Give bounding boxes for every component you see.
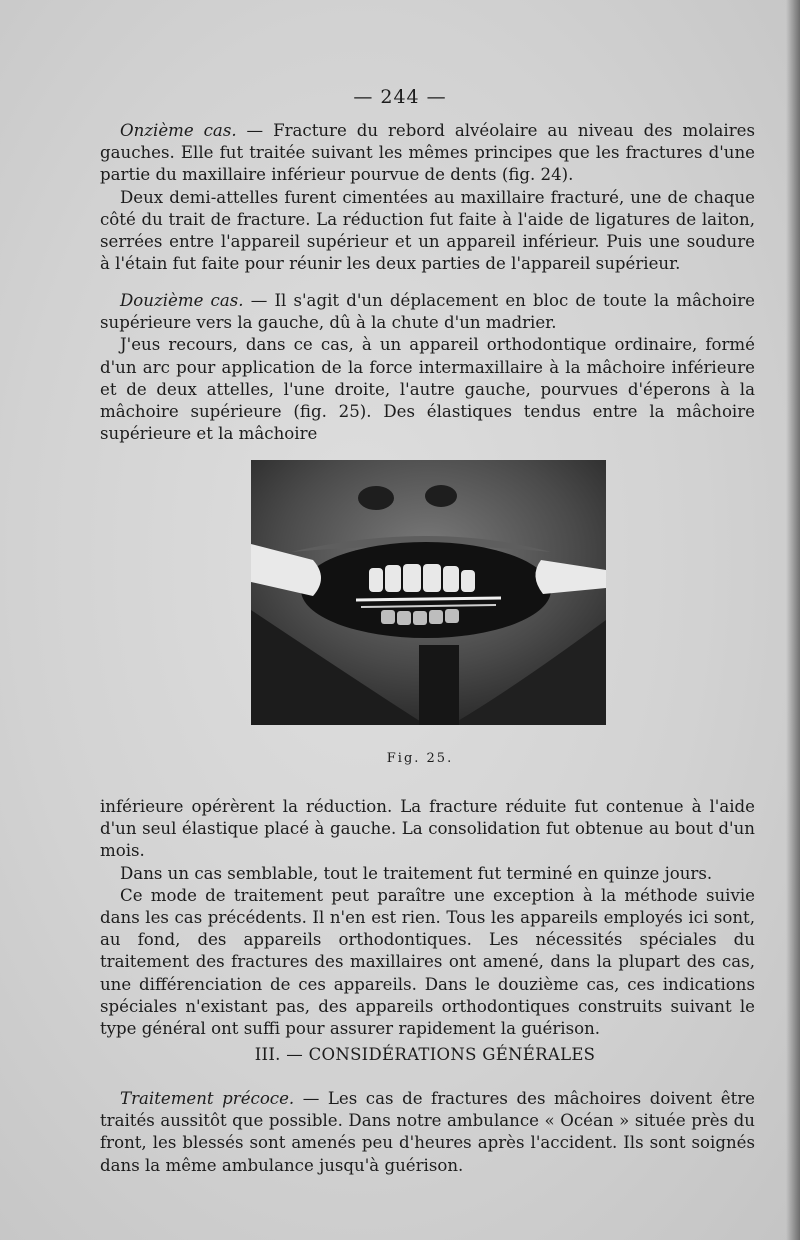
text-block-lower — [100, 796, 755, 1040]
case-text: — Fracture du rebord alvéolaire au niveau des molaires gauches. Elle fut traitée suivant les mêmes principes que les fractures d'une partie du maxillaire inférieur pourvue de dents (fig. 24). — [100, 121, 755, 185]
text-block-top — [100, 120, 755, 275]
paragraph-onzieme-cas — [100, 120, 755, 187]
paragraph: Deux demi-attelles furent cimentées au maxillaire fracturé, une de chaque côté du trait de fracture. La réduction fut faite à l'aide de ligatures de laiton, serrées entre l'appareil supérieur et un appareil inférieur. Puis une soudure à l'étain fut faite pour réunir les deux parties de l'appareil supérieur. — [100, 187, 755, 274]
figure-caption: Fig. 25. — [386, 751, 454, 766]
case-label: Douzième cas. — [120, 291, 244, 310]
section-label: Traitement précoce. — [120, 1089, 295, 1108]
photo-illustration — [251, 460, 606, 725]
paragraph: Ce mode de traitement peut paraître une exception à la méthode suivie dans les cas précédents. Il n'en est rien. Tous les appareils employés ici sont, au fond, des appareils orthodontiques. Les nécessités spéciales du traitement des fractures des maxillaires ont amené, dans la plupart des cas, une différenciation de ces appareils. Dans le douzième cas, ces indications spéciales n'existant pas, des appareils orthodontiques construits suivant le type général ont suffi pour assurer rapidement la guérison. — [100, 885, 755, 1039]
section-heading: III. — CONSIDÉRATIONS GÉNÉRALES — [254, 1045, 596, 1064]
page-number: — 244 — — [353, 86, 447, 108]
paragraph: J'eus recours, dans ce cas, à un appareil orthodontique ordinaire, formé d'un arc pour application de la force intermaxillaire à la mâchoire inférieure et de deux attelles, l'une droite, l'autre gauche, pourvues d'éperons à la mâchoire supérieure (fig. 25). Des élastiques tendus entre la mâchoire supérieure et la mâchoire — [100, 335, 755, 444]
paragraph-traitement-precoce — [100, 1088, 755, 1177]
figure-photo-dental-appliance — [251, 460, 606, 725]
section-text: — Les cas de fractures des mâchoires doivent être traités aussitôt que possible. Dans notre ambulance « Océan » située près du front, les blessés sont amenés peu d'heures après l'accident. Ils sont soignés dans la même ambulance jusqu'à guérison. — [100, 1089, 755, 1175]
case-text: — Il s'agit d'un déplacement en bloc de toute la mâchoire supérieure vers la gauche, dû à la chute d'un madrier. — [100, 291, 755, 333]
paragraph: inférieure opérèrent la réduction. La fracture réduite fut contenue à l'aide d'un seul élastique placé à gauche. La consolidation fut obtenue au bout d'un mois. — [100, 797, 755, 861]
paragraph: Dans un cas semblable, tout le traitement fut terminé en quinze jours. — [120, 863, 713, 883]
text-block-bottom — [100, 1088, 755, 1177]
paragraph-douzieme-cas — [100, 290, 755, 334]
case-label: Onzième cas. — [120, 121, 237, 140]
text-block-middle — [100, 290, 755, 445]
